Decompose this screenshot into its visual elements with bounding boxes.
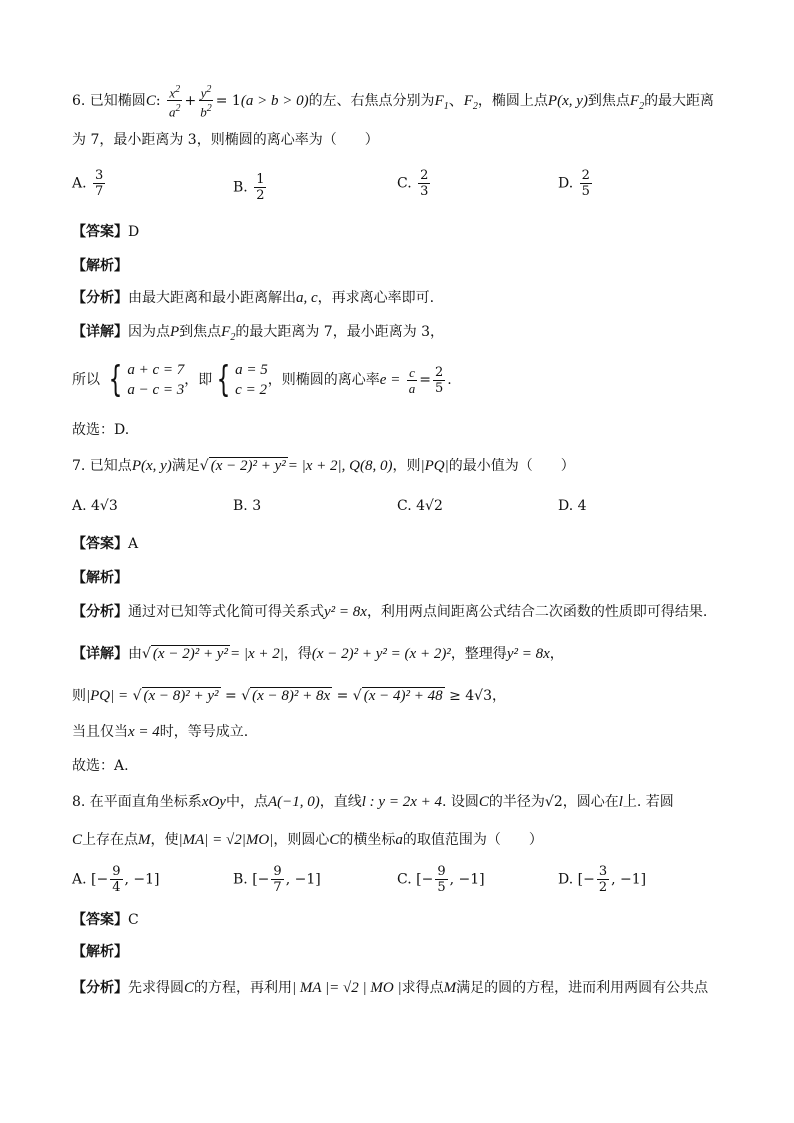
q8-option-b[interactable]: B. [− $\frac{9}{7}$ , −1] bbox=[233, 864, 321, 895]
q6-analysis: 【分析】由最大距离和最小距离解出a, c，再求离心率即可. bbox=[72, 290, 435, 306]
q7-analysis-heading: 【解析】 bbox=[72, 570, 128, 586]
q7-equality: 当且仅当x = 4时，等号成立. bbox=[72, 724, 249, 740]
equation-system: { a + c = 7 a − c = 3 bbox=[109, 359, 185, 400]
q7-answer: 【答案】A bbox=[72, 536, 139, 552]
q8-stem-line1: 8. 在平面直角坐标系xOy中，点A(−1, 0)，直线l : y = 2x + 4. 设圆C的半径为√2，圆心在l上. 若圆 bbox=[72, 794, 674, 810]
q6-option-c[interactable]: C. $\frac{2}{3}$ bbox=[397, 168, 429, 199]
q7-option-b[interactable]: B. 3 bbox=[233, 498, 262, 514]
q7-analysis: 【分析】通过对已知等式化简可得关系式y² = 8x，利用两点间距离公式结合二次函数的性质即可得结果. bbox=[72, 604, 708, 620]
q6-option-a[interactable]: A. $\frac{3}{7}$ bbox=[72, 168, 104, 199]
q8-analysis: 【分析】先求得圆C的方程，再利用| MA |= √2 | MO |求得点M满足的圆的方程，进而利用两圆有公共点 bbox=[72, 980, 709, 996]
q7-option-a[interactable]: A. 4√3 bbox=[72, 498, 118, 514]
q6-detail: 【详解】因为点P到焦点$F_2$的最大距离为 7，最小距离为 3， bbox=[72, 324, 445, 343]
q7-distance: 则|PQ| = √ (x − 8)² + y² = √ (x − 8)² + 8x = √ (x − 4)² + 48 ≥ 4√3， bbox=[72, 688, 506, 704]
q8-analysis-heading: 【解析】 bbox=[72, 944, 128, 960]
q7-choice: 故选：A. bbox=[72, 758, 129, 774]
q8-stem-line2: C上存在点M，使|MA| = √2|MO|，则圆心C的横坐标a的取值范围为（ ） bbox=[72, 832, 543, 848]
q6-choice: 故选：D. bbox=[72, 422, 130, 438]
q8-option-a[interactable]: A. [− $\frac{9}{4}$ , −1] bbox=[72, 864, 160, 895]
q6-option-b[interactable]: B. $\frac{1}{2}$ bbox=[233, 172, 265, 203]
fraction: $\frac{x^2}{a^2}$ bbox=[169, 84, 181, 120]
equation-system: { a = 5 c = 2 bbox=[216, 359, 268, 400]
q7-stem: 7. 已知点P(x, y)满足√ (x − 2)² + y² = |x + 2|, Q(8, 0)，则|PQ|的最小值为（ ） bbox=[72, 458, 575, 474]
q6-analysis-heading: 【解析】 bbox=[72, 258, 128, 274]
q6-stem-line1: 6. 已知椭圆C: $\frac{x^2}{a^2}$ + $\frac{y^2}{b^2}$ = 1(a > b > 0)的左、右焦点分别为$F_1$、$F_2$，椭圆上点P(x, y)到焦点$F_2$的最大距离 bbox=[72, 84, 715, 120]
fraction: $\frac{y^2}{b^2}$ bbox=[200, 84, 212, 120]
q8-answer: 【答案】C bbox=[72, 912, 139, 928]
q8-option-d[interactable]: D. [− $\frac{3}{2}$ , −1] bbox=[558, 864, 647, 895]
q6-option-d[interactable]: D. $\frac{2}{5}$ bbox=[558, 168, 590, 199]
q6-stem-line2: 为 7，最小距离为 3，则椭圆的离心率为（ ） bbox=[72, 132, 379, 148]
q7-option-d[interactable]: D. 4 bbox=[558, 498, 587, 514]
q7-detail: 【详解】由√ (x − 2)² + y² = |x + 2|，得(x − 2)² + y² = (x + 2)²，整理得y² = 8x， bbox=[72, 646, 564, 662]
q6-answer: 【答案】D bbox=[72, 224, 140, 240]
q7-option-c[interactable]: C. 4√2 bbox=[397, 498, 443, 514]
q8-option-c[interactable]: C. [− $\frac{9}{5}$ , −1] bbox=[397, 864, 485, 895]
q6-solution: 所以 { a + c = 7 a − c = 3 ，即 { a = 5 c = 2 ，则椭圆的离心率e = $\frac{c}{a}$ = $\frac{2}{5}$ . bbox=[72, 359, 452, 400]
